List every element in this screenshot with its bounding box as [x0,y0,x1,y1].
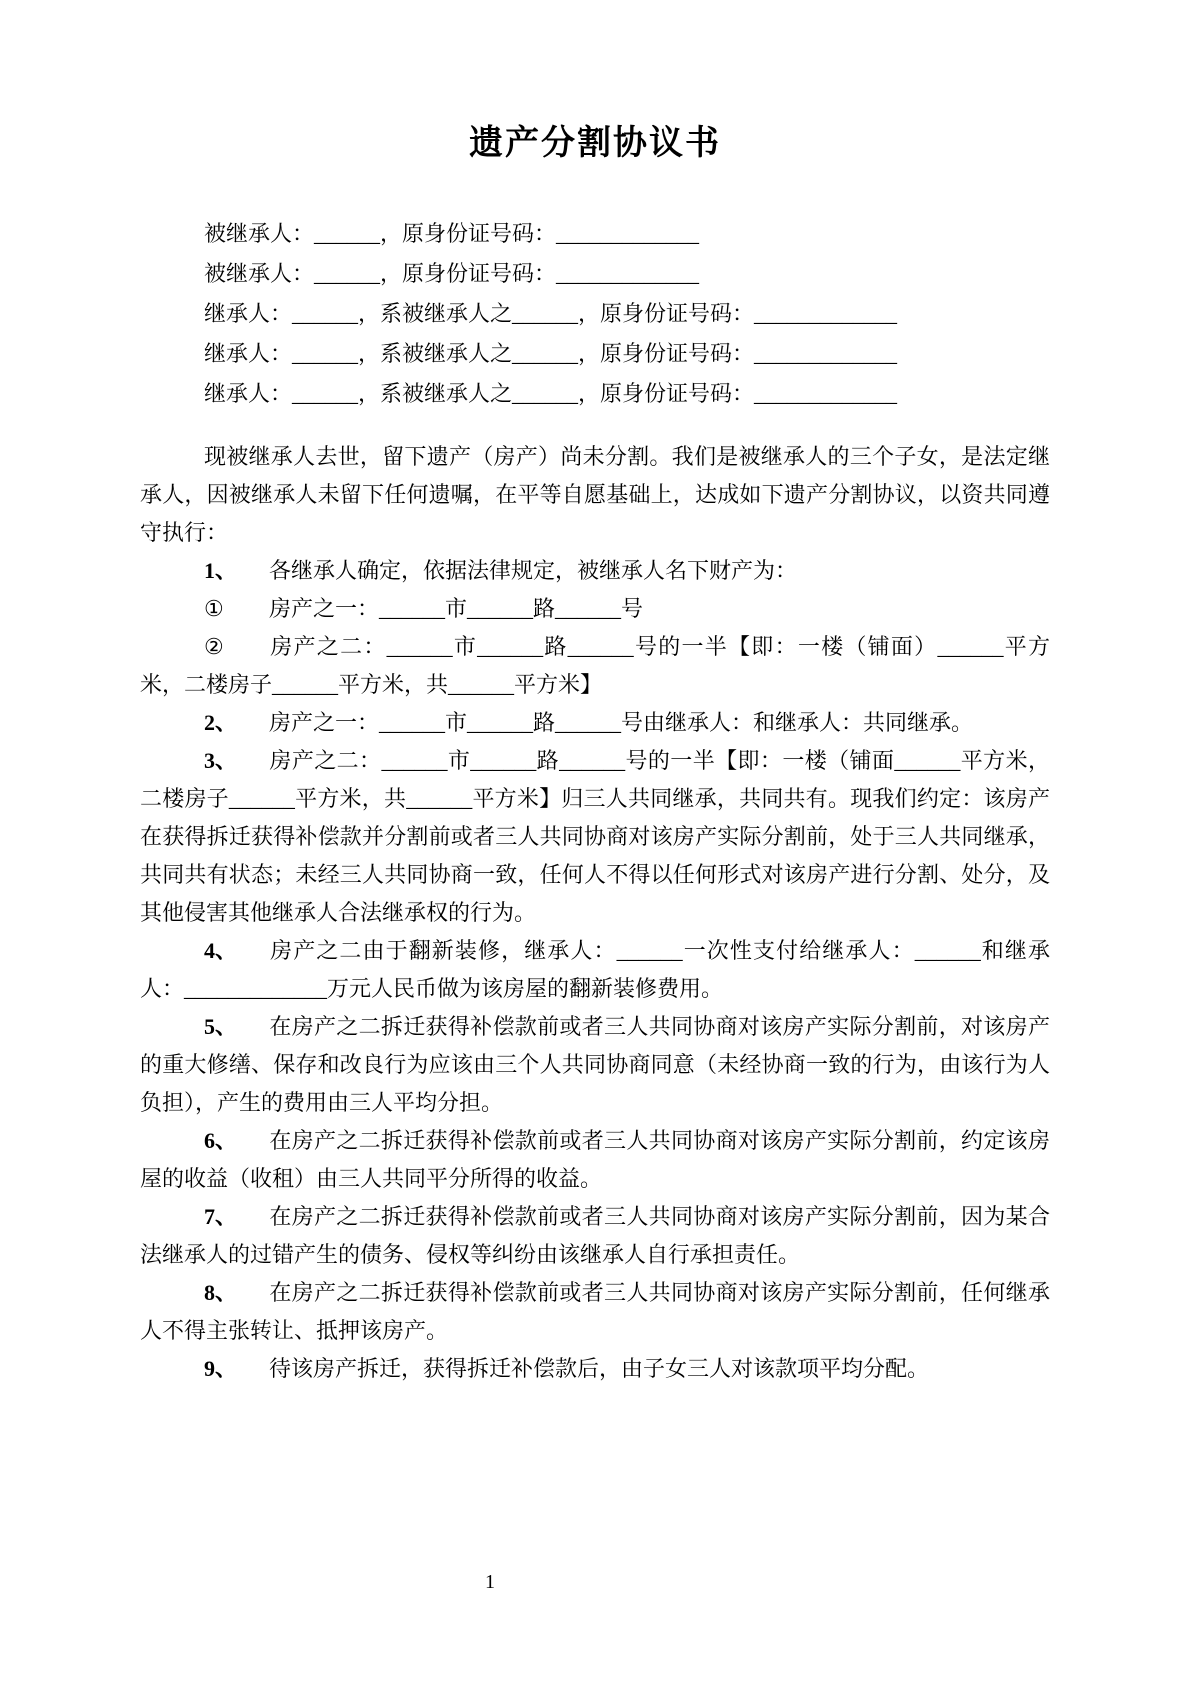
clause-7 [140,1198,1050,1274]
clause-7-text: 在房产之二拆迁获得补偿款前或者三人共同协商对该房产实际分割前，因为某合法继承人的过错产生的债务、侵权等纠纷由该继承人自行承担责任。 [140,1204,1050,1267]
clause-2 [140,704,1050,742]
clause-1-text: 各继承人确定，依据法律规定，被继承人名下财产为： [269,558,798,583]
party-line-heir-2: 继承人：______，系被继承人之______，原身份证号码：_____________ [204,341,898,366]
clause-3-number: 3、 [204,748,238,773]
clause-9-text: 待该房产拆迁，获得拆迁补偿款后，由子女三人对该款项平均分配。 [269,1356,930,1381]
clause-5 [140,1008,1050,1122]
party-line-decedent-2: 被继承人：______，原身份证号码：_____________ [204,261,700,286]
page-footer [140,1569,1050,1595]
clause-5-text: 在房产之二拆迁获得补偿款前或者三人共同协商对该房产实际分割前，对该房产的重大修缮、保存和改良行为应该由三个人共同协商同意（未经协商一致的行为，由该行为人负担），产生的费用由三人平均分担。 [140,1014,1050,1115]
intro-paragraph: 现被继承人去世，留下遗产（房产）尚未分割。我们是被继承人的三个子女，是法定继承人，因被继承人未留下任何遗嘱，在平等自愿基础上，达成如下遗产分割协议，以资共同遵守执行： [140,444,1050,545]
clause-3-text: 房产之二：______市______路______号的一半【即：一楼（铺面______平方米，二楼房子______平方米，共______平方米】归三人共同继承，共同共有。现我们约定：该房产在获得拆迁获得补偿款并分割前或者三人共同协商对该房产实际分割前，处于三人共同继承，共同共有状态；未经三人共同协商一致，任何人不得以任何形式对该房产进行分割、处分，及其他侵害其他继承人合法继承权的行为。 [140,748,1050,925]
clause-item-circle-1-text: 房产之一：______市______路______号 [269,596,644,621]
clause-9 [140,1350,1050,1388]
clause-4-text: 房产之二由于翻新装修，继承人：______一次性支付给继承人：______和继承人：_____________万元人民币做为该房屋的翻新装修费用。 [140,938,1050,1001]
party-line-heir-3: 继承人：______，系被继承人之______，原身份证号码：_____________ [204,381,898,406]
clause-5-number: 5、 [204,1014,238,1039]
clause-item-circle-1 [140,590,1050,628]
clause-6 [140,1122,1050,1198]
clause-item-circle-1-number: ① [204,596,224,621]
party-line-decedent-1: 被继承人：______，原身份证号码：_____________ [204,221,700,246]
clause-8-text: 在房产之二拆迁获得补偿款前或者三人共同协商对该房产实际分割前，任何继承人不得主张转让、抵押该房产。 [140,1280,1050,1343]
clause-4-number: 4、 [204,938,238,963]
page-number: 1 [485,1571,495,1593]
clause-4 [140,932,1050,1008]
clause-2-number: 2、 [204,710,238,735]
clause-7-number: 7、 [204,1204,238,1229]
parties-block [140,214,1050,414]
document-title: 遗产分割协议书 [469,125,721,162]
clause-8-number: 8、 [204,1280,238,1305]
party-line-heir-1: 继承人：______，系被继承人之______，原身份证号码：_____________ [204,301,898,326]
clause-1-number: 1、 [204,558,238,583]
clause-item-circle-2-number: ② [204,634,224,659]
clause-6-number: 6、 [204,1128,238,1153]
clause-2-text: 房产之一：______市______路______号由继承人：和继承人：共同继承。 [269,710,974,735]
clause-6-text: 在房产之二拆迁获得补偿款前或者三人共同协商对该房产实际分割前，约定该房屋的收益（收租）由三人共同平分所得的收益。 [140,1128,1050,1191]
clause-9-number: 9、 [204,1356,238,1381]
clause-item-circle-2 [140,628,1050,704]
clause-3 [140,742,1050,932]
clause-1 [140,552,1050,590]
clause-item-circle-2-text: 房产之二：______市______路______号的一半【即：一楼（铺面）______平方米，二楼房子______平方米，共______平方米】 [140,634,1050,697]
clause-8 [140,1274,1050,1350]
